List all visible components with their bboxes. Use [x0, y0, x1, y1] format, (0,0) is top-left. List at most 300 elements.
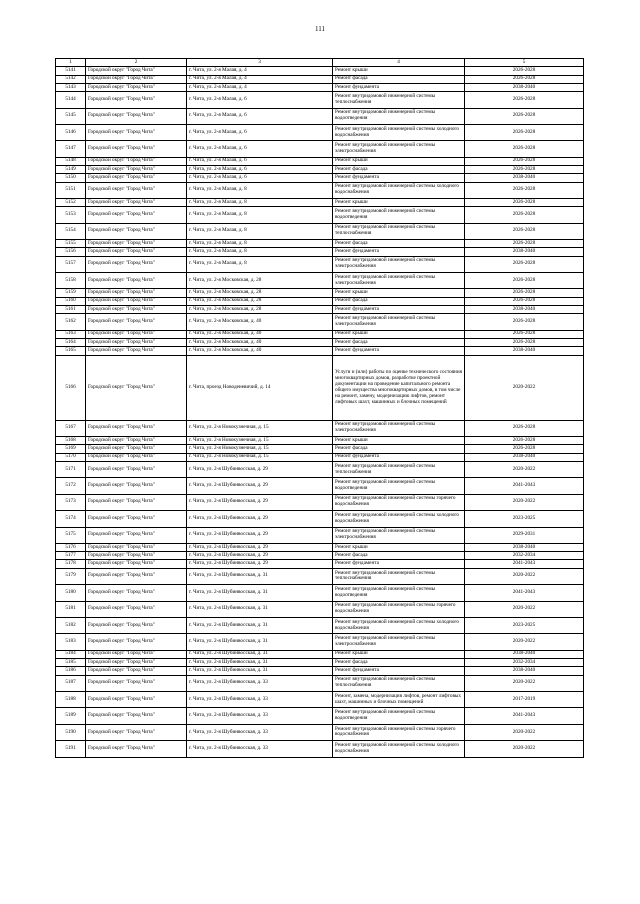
- address-cell: г. Чита, ул. 2-я Шубинвосская, д. 31: [187, 667, 333, 675]
- table-row: [56, 256, 584, 272]
- municipality-cell: Городской округ "Город Чита": [86, 199, 187, 207]
- table-row: [56, 560, 584, 568]
- work-type-cell: Ремонт внутридомовой инженерной системы электроснабжения: [333, 141, 465, 157]
- address-cell: г. Чита, ул. 2-я Шубинвосская, д. 29: [187, 494, 333, 510]
- address-cell: г. Чита, ул. 2-я Шубинвосская, д. 31: [187, 659, 333, 667]
- work-type-cell: Ремонт фундамента: [333, 248, 465, 256]
- period-cell: 2026-2028: [465, 108, 584, 124]
- table-row: [56, 634, 584, 650]
- row-number-cell: 5163: [56, 330, 86, 338]
- work-type-cell: Ремонт фундамента: [333, 560, 465, 568]
- municipality-cell: Городской округ "Город Чита": [86, 289, 187, 297]
- row-number-cell: 5181: [56, 601, 86, 617]
- period-cell: 2026-2028: [465, 437, 584, 445]
- work-type-cell: Ремонт внутридомовой инженерной системы холодного водоснабжения: [333, 511, 465, 527]
- municipality-cell: Городской округ "Город Чита": [86, 568, 187, 584]
- address-cell: г. Чита, ул. 2-я Шубинвосская, д. 31: [187, 568, 333, 584]
- row-number-cell: 5167: [56, 420, 86, 436]
- row-number-cell: 5164: [56, 339, 86, 347]
- row-number-cell: 5190: [56, 724, 86, 740]
- table-row: [56, 339, 584, 347]
- period-cell: 2026-2028: [465, 207, 584, 223]
- row-number-cell: 5153: [56, 207, 86, 223]
- address-cell: г. Чита, ул. 2-я Малая, д. 8: [187, 223, 333, 239]
- municipality-cell: Городской округ "Город Чита": [86, 306, 187, 314]
- municipality-cell: Городской округ "Город Чита": [86, 330, 187, 338]
- row-number-cell: 5143: [56, 83, 86, 91]
- table-row: [56, 289, 584, 297]
- table-row: [56, 67, 584, 75]
- row-number-cell: 5182: [56, 617, 86, 633]
- period-cell: 2023-2025: [465, 617, 584, 633]
- address-cell: г. Чита, ул. 2-я Московская, д. 40: [187, 347, 333, 355]
- period-cell: 2026-2028: [465, 445, 584, 453]
- municipality-cell: Городской округ "Город Чита": [86, 617, 187, 633]
- table-row: [56, 527, 584, 543]
- column-number: 5: [465, 59, 584, 67]
- period-cell: 2026-2028: [465, 273, 584, 289]
- municipality-cell: Городской округ "Город Чита": [86, 675, 187, 691]
- period-cell: 2020-2022: [465, 461, 584, 477]
- row-number-cell: 5186: [56, 667, 86, 675]
- work-type-cell: Ремонт фундамента: [333, 83, 465, 91]
- work-type-cell: Ремонт внутридомовой инженерной системы электроснабжения: [333, 256, 465, 272]
- table-body: [56, 59, 584, 758]
- row-number-cell: 5158: [56, 273, 86, 289]
- address-cell: г. Чита, ул. 2-я Малая, д. 6: [187, 166, 333, 174]
- table-row: [56, 453, 584, 461]
- table-row: [56, 617, 584, 633]
- work-type-cell: Ремонт внутридомовой инженерной системы электроснабжения: [333, 527, 465, 543]
- table-row: [56, 199, 584, 207]
- work-type-cell: Ремонт фасада: [333, 297, 465, 305]
- table-row: [56, 347, 584, 355]
- period-cell: 2026-2028: [465, 199, 584, 207]
- municipality-cell: Городской округ "Город Чита": [86, 494, 187, 510]
- table-row: [56, 174, 584, 182]
- municipality-cell: Городской округ "Город Чита": [86, 75, 187, 83]
- work-type-cell: Ремонт крыши: [333, 437, 465, 445]
- period-cell: 2041-2043: [465, 478, 584, 494]
- address-cell: г. Чита, ул. 2-я Московская, д. 40: [187, 339, 333, 347]
- work-type-cell: Ремонт внутридомовой инженерной системы водоотведения: [333, 708, 465, 724]
- period-cell: 2026-2028: [465, 166, 584, 174]
- municipality-cell: Городской округ "Город Чита": [86, 708, 187, 724]
- period-cell: 2020-2022: [465, 634, 584, 650]
- row-number-cell: 5169: [56, 445, 86, 453]
- period-cell: 2026-2028: [465, 92, 584, 108]
- address-cell: г. Чита, ул. 2-я Малая, д. 4: [187, 83, 333, 91]
- work-type-cell: Ремонт фасада: [333, 552, 465, 560]
- work-type-cell: Ремонт внутридомовой инженерной системы холодного водоснабжения: [333, 617, 465, 633]
- municipality-cell: Городской округ "Город Чита": [86, 124, 187, 140]
- table-row: [56, 667, 584, 675]
- row-number-cell: 5142: [56, 75, 86, 83]
- column-number: 4: [333, 59, 465, 67]
- address-cell: г. Чита, ул. 2-я Малая, д. 8: [187, 182, 333, 198]
- municipality-cell: Городской округ "Город Чита": [86, 297, 187, 305]
- table-row: [56, 568, 584, 584]
- address-cell: г. Чита, ул. 2-я Малая, д. 8: [187, 207, 333, 223]
- work-type-cell: Ремонт внутридомовой инженерной системы электроснабжения: [333, 314, 465, 330]
- period-cell: 2026-2028: [465, 67, 584, 75]
- municipality-cell: Городской округ "Город Чита": [86, 560, 187, 568]
- row-number-cell: 5146: [56, 124, 86, 140]
- table-row: [56, 724, 584, 740]
- address-cell: г. Чита, ул. 2-я Малая, д. 6: [187, 124, 333, 140]
- municipality-cell: Городской округ "Город Чита": [86, 437, 187, 445]
- repair-schedule-table: [55, 58, 584, 758]
- period-cell: 2026-2028: [465, 223, 584, 239]
- period-cell: 2026-2028: [465, 240, 584, 248]
- period-cell: 2026-2028: [465, 157, 584, 165]
- table-row: [56, 585, 584, 601]
- work-type-cell: Ремонт крыши: [333, 650, 465, 658]
- work-type-cell: Ремонт внутридомовой инженерной системы холодного водоснабжения: [333, 741, 465, 757]
- address-cell: г. Чита, ул. 2-я Малая, д. 4: [187, 67, 333, 75]
- row-number-cell: 5176: [56, 543, 86, 551]
- municipality-cell: Городской округ "Город Чита": [86, 248, 187, 256]
- municipality-cell: Городской округ "Город Чита": [86, 453, 187, 461]
- address-cell: г. Чита, ул. 2-я Шубинвосская, д. 33: [187, 675, 333, 691]
- row-number-cell: 5161: [56, 306, 86, 314]
- table-row: [56, 659, 584, 667]
- address-cell: г. Чита, ул. 2-я Шубинвосская, д. 31: [187, 650, 333, 658]
- municipality-cell: Городской округ "Город Чита": [86, 667, 187, 675]
- row-number-cell: 5150: [56, 174, 86, 182]
- table-row: [56, 297, 584, 305]
- address-cell: г. Чита, ул. 2-я Малая, д. 4: [187, 75, 333, 83]
- work-type-cell: Ремонт крыши: [333, 67, 465, 75]
- row-number-cell: 5170: [56, 453, 86, 461]
- row-number-cell: 5172: [56, 478, 86, 494]
- municipality-cell: Городской округ "Город Чита": [86, 461, 187, 477]
- address-cell: г. Чита, ул. 2-я Московская, д. 40: [187, 314, 333, 330]
- period-cell: 2029-2031: [465, 527, 584, 543]
- address-cell: г. Чита, ул. 2-я Московская, д. 28: [187, 306, 333, 314]
- address-cell: г. Чита, ул. 2-я Новокузнечная, д. 15: [187, 445, 333, 453]
- row-number-cell: 5152: [56, 199, 86, 207]
- work-type-cell: Ремонт фундамента: [333, 174, 465, 182]
- table-row: [56, 141, 584, 157]
- table-row: [56, 124, 584, 140]
- address-cell: г. Чита, ул. 2-я Московская, д. 28: [187, 289, 333, 297]
- work-type-cell: Ремонт фасада: [333, 240, 465, 248]
- table-row: [56, 420, 584, 436]
- work-type-cell: Ремонт фундамента: [333, 667, 465, 675]
- address-cell: г. Чита, ул. 2-я Шубинвосская, д. 29: [187, 461, 333, 477]
- row-number-cell: 5154: [56, 223, 86, 239]
- period-cell: 2026-2028: [465, 124, 584, 140]
- row-number-cell: 5188: [56, 692, 86, 708]
- municipality-cell: Городской округ "Город Чита": [86, 174, 187, 182]
- row-number-cell: 5155: [56, 240, 86, 248]
- work-type-cell: Ремонт крыши: [333, 330, 465, 338]
- period-cell: 2017-2019: [465, 692, 584, 708]
- municipality-cell: Городской округ "Город Чита": [86, 347, 187, 355]
- table-row: [56, 601, 584, 617]
- work-type-cell: Ремонт, замена, модернизация лифтов, ремонт лифтовых шахт, машинных и блочных помещений: [333, 692, 465, 708]
- period-cell: 2032-2034: [465, 552, 584, 560]
- address-cell: г. Чита, ул. 2-я Малая, д. 8: [187, 248, 333, 256]
- period-cell: 2026-2028: [465, 182, 584, 198]
- work-type-cell: Ремонт внутридомовой инженерной системы электроснабжения: [333, 420, 465, 436]
- period-cell: 2038-2040: [465, 248, 584, 256]
- address-cell: г. Чита, ул. 2-я Шубинвосская, д. 29: [187, 478, 333, 494]
- work-type-cell: Ремонт внутридомовой инженерной системы водоотведения: [333, 207, 465, 223]
- row-number-cell: 5151: [56, 182, 86, 198]
- address-cell: г. Чита, ул. 2-я Шубинвосская, д. 29: [187, 552, 333, 560]
- period-cell: 2026-2028: [465, 339, 584, 347]
- table-row: [56, 330, 584, 338]
- table-row: [56, 166, 584, 174]
- work-type-cell: Ремонт внутридомовой инженерной системы горячего водоснабжения: [333, 601, 465, 617]
- municipality-cell: Городской округ "Город Чита": [86, 511, 187, 527]
- period-cell: 2026-2028: [465, 314, 584, 330]
- municipality-cell: Городской округ "Город Чита": [86, 273, 187, 289]
- address-cell: г. Чита, ул. 2-я Шубинвосская, д. 31: [187, 617, 333, 633]
- municipality-cell: Городской округ "Город Чита": [86, 166, 187, 174]
- period-cell: 2026-2028: [465, 330, 584, 338]
- page-number: 111: [315, 25, 325, 33]
- address-cell: г. Чита, ул. 2-я Новокузнечная, д. 15: [187, 453, 333, 461]
- address-cell: г. Чита, ул. 2-я Малая, д. 8: [187, 256, 333, 272]
- row-number-cell: 5191: [56, 741, 86, 757]
- municipality-cell: Городской округ "Город Чита": [86, 420, 187, 436]
- work-type-cell: Ремонт фасада: [333, 339, 465, 347]
- period-cell: 2026-2028: [465, 420, 584, 436]
- work-type-cell: Ремонт внутридомовой инженерной системы теплоснабжения: [333, 92, 465, 108]
- address-cell: г. Чита, ул. 2-я Новокузнечная, д. 15: [187, 420, 333, 436]
- column-numbers-row: [56, 59, 584, 67]
- municipality-cell: Городской округ "Город Чита": [86, 339, 187, 347]
- work-type-cell: Ремонт внутридомовой инженерной системы электроснабжения: [333, 634, 465, 650]
- table-row: [56, 445, 584, 453]
- period-cell: 2038-2040: [465, 347, 584, 355]
- work-type-cell: Ремонт внутридомовой инженерной системы теплоснабжения: [333, 568, 465, 584]
- municipality-cell: Городской округ "Город Чита": [86, 92, 187, 108]
- municipality-cell: Городской округ "Город Чита": [86, 478, 187, 494]
- table-row: [56, 248, 584, 256]
- table-row: [56, 741, 584, 757]
- table-row: [56, 650, 584, 658]
- work-type-cell: Ремонт внутридомовой инженерной системы теплоснабжения: [333, 223, 465, 239]
- municipality-cell: Городской округ "Город Чита": [86, 355, 187, 420]
- work-type-cell: Ремонт фундамента: [333, 453, 465, 461]
- address-cell: г. Чита, ул. 2-я Малая, д. 6: [187, 157, 333, 165]
- municipality-cell: Городской округ "Город Чита": [86, 141, 187, 157]
- table-row: [56, 182, 584, 198]
- period-cell: 2026-2028: [465, 75, 584, 83]
- row-number-cell: 5171: [56, 461, 86, 477]
- municipality-cell: Городской округ "Город Чита": [86, 659, 187, 667]
- period-cell: 2020-2022: [465, 355, 584, 420]
- address-cell: г. Чита, ул. 2-я Шубинвосская, д. 33: [187, 708, 333, 724]
- table-row: [56, 240, 584, 248]
- work-type-cell: Ремонт крыши: [333, 543, 465, 551]
- work-type-cell: Ремонт внутридомовой инженерной системы теплоснабжения: [333, 461, 465, 477]
- municipality-cell: Городской округ "Город Чита": [86, 527, 187, 543]
- table-row: [56, 511, 584, 527]
- table-row: [56, 157, 584, 165]
- work-type-cell: Ремонт внутридомовой инженерной системы горячего водоснабжения: [333, 494, 465, 510]
- row-number-cell: 5156: [56, 248, 86, 256]
- municipality-cell: Городской округ "Город Чита": [86, 741, 187, 757]
- row-number-cell: 5157: [56, 256, 86, 272]
- row-number-cell: 5144: [56, 92, 86, 108]
- table-row: [56, 108, 584, 124]
- row-number-cell: 5168: [56, 437, 86, 445]
- period-cell: 2032-2034: [465, 659, 584, 667]
- municipality-cell: Городской округ "Город Чита": [86, 543, 187, 551]
- column-number: 3: [187, 59, 333, 67]
- municipality-cell: Городской округ "Город Чита": [86, 157, 187, 165]
- address-cell: г. Чита, ул. 2-я Шубинвосская, д. 33: [187, 692, 333, 708]
- period-cell: 2038-2040: [465, 453, 584, 461]
- work-type-cell: Ремонт фундамента: [333, 306, 465, 314]
- row-number-cell: 5147: [56, 141, 86, 157]
- period-cell: 2038-2040: [465, 667, 584, 675]
- address-cell: г. Чита, ул. 2-я Новокузнечная, д. 15: [187, 437, 333, 445]
- address-cell: г. Чита, ул. 2-я Шубинвосская, д. 31: [187, 634, 333, 650]
- row-number-cell: 5148: [56, 157, 86, 165]
- municipality-cell: Городской округ "Город Чита": [86, 240, 187, 248]
- municipality-cell: Городской округ "Город Чита": [86, 207, 187, 223]
- work-type-cell: Ремонт крыши: [333, 157, 465, 165]
- row-number-cell: 5165: [56, 347, 86, 355]
- row-number-cell: 5180: [56, 585, 86, 601]
- row-number-cell: 5145: [56, 108, 86, 124]
- row-number-cell: 5166: [56, 355, 86, 420]
- period-cell: 2038-2040: [465, 306, 584, 314]
- row-number-cell: 5141: [56, 67, 86, 75]
- period-cell: 2038-2040: [465, 650, 584, 658]
- period-cell: 2038-2040: [465, 174, 584, 182]
- row-number-cell: 5184: [56, 650, 86, 658]
- address-cell: г. Чита, ул. 2-я Малая, д. 8: [187, 199, 333, 207]
- table-row: [56, 437, 584, 445]
- period-cell: 2020-2022: [465, 601, 584, 617]
- row-number-cell: 5185: [56, 659, 86, 667]
- municipality-cell: Городской округ "Город Чита": [86, 67, 187, 75]
- period-cell: 2038-2040: [465, 83, 584, 91]
- row-number-cell: 5187: [56, 675, 86, 691]
- municipality-cell: Городской округ "Город Чита": [86, 601, 187, 617]
- row-number-cell: 5174: [56, 511, 86, 527]
- period-cell: 2026-2028: [465, 256, 584, 272]
- period-cell: 2041-2043: [465, 585, 584, 601]
- table-row: [56, 273, 584, 289]
- row-number-cell: 5178: [56, 560, 86, 568]
- table-row: [56, 543, 584, 551]
- row-number-cell: 5179: [56, 568, 86, 584]
- municipality-cell: Городской округ "Город Чита": [86, 552, 187, 560]
- address-cell: г. Чита, ул. 2-я Малая, д. 6: [187, 108, 333, 124]
- address-cell: г. Чита, ул. 2-я Малая, д. 6: [187, 92, 333, 108]
- municipality-cell: Городской округ "Город Чита": [86, 650, 187, 658]
- column-number: 2: [86, 59, 187, 67]
- municipality-cell: Городской округ "Город Чита": [86, 223, 187, 239]
- table-row: [56, 355, 584, 420]
- address-cell: г. Чита, ул. 2-я Шубинвосская, д. 29: [187, 511, 333, 527]
- period-cell: 2026-2028: [465, 297, 584, 305]
- address-cell: г. Чита, проезд Новоденевичий, д. 14: [187, 355, 333, 420]
- row-number-cell: 5173: [56, 494, 86, 510]
- work-type-cell: Ремонт внутридомовой инженерной системы водоотведения: [333, 108, 465, 124]
- municipality-cell: Городской округ "Город Чита": [86, 108, 187, 124]
- address-cell: г. Чита, ул. 2-я Малая, д. 6: [187, 174, 333, 182]
- table-row: [56, 552, 584, 560]
- period-cell: 2020-2022: [465, 724, 584, 740]
- table-row: [56, 461, 584, 477]
- municipality-cell: Городской округ "Город Чита": [86, 314, 187, 330]
- address-cell: г. Чита, ул. 2-я Шубинвосская, д. 31: [187, 601, 333, 617]
- period-cell: 2020-2022: [465, 741, 584, 757]
- row-number-cell: 5160: [56, 297, 86, 305]
- work-type-cell: Ремонт фасада: [333, 75, 465, 83]
- work-type-cell: Ремонт внутридомовой инженерной системы теплоснабжения: [333, 675, 465, 691]
- period-cell: 2020-2022: [465, 568, 584, 584]
- table-row: [56, 75, 584, 83]
- work-type-cell: Ремонт внутридомовой инженерной системы холодного водоснабжения: [333, 182, 465, 198]
- municipality-cell: Городской округ "Город Чита": [86, 256, 187, 272]
- work-type-cell: Ремонт внутридомовой инженерной системы водоотведения: [333, 478, 465, 494]
- row-number-cell: 5159: [56, 289, 86, 297]
- table-row: [56, 692, 584, 708]
- period-cell: 2020-2022: [465, 675, 584, 691]
- table-row: [56, 223, 584, 239]
- municipality-cell: Городской округ "Город Чита": [86, 692, 187, 708]
- work-type-cell: Ремонт крыши: [333, 199, 465, 207]
- municipality-cell: Городской округ "Город Чита": [86, 634, 187, 650]
- address-cell: г. Чита, ул. 2-я Шубинвосская, д. 29: [187, 560, 333, 568]
- table-row: [56, 83, 584, 91]
- table-row: [56, 708, 584, 724]
- address-cell: г. Чита, ул. 2-я Малая, д. 6: [187, 141, 333, 157]
- municipality-cell: Городской округ "Город Чита": [86, 585, 187, 601]
- row-number-cell: 5189: [56, 708, 86, 724]
- period-cell: 2020-2022: [465, 494, 584, 510]
- table-row: [56, 314, 584, 330]
- work-type-cell: Ремонт внутридомовой инженерной системы холодного водоснабжения: [333, 124, 465, 140]
- work-type-cell: Ремонт фасада: [333, 166, 465, 174]
- period-cell: 2038-2040: [465, 543, 584, 551]
- column-number: 1: [56, 59, 86, 67]
- work-type-cell: Ремонт фундамента: [333, 347, 465, 355]
- address-cell: г. Чита, ул. 2-я Шубинвосская, д. 33: [187, 741, 333, 757]
- table-row: [56, 675, 584, 691]
- row-number-cell: 5177: [56, 552, 86, 560]
- address-cell: г. Чита, ул. 2-я Московская, д. 28: [187, 273, 333, 289]
- address-cell: г. Чита, ул. 2-я Московская, д. 28: [187, 297, 333, 305]
- table-row: [56, 306, 584, 314]
- period-cell: 2023-2025: [465, 511, 584, 527]
- municipality-cell: Городской округ "Город Чита": [86, 182, 187, 198]
- row-number-cell: 5183: [56, 634, 86, 650]
- row-number-cell: 5149: [56, 166, 86, 174]
- work-type-cell: Услуги и (или) работы по оценке технического состояния многоквартирных домов, разработке проектной документации на проведение капитального ремонта общего имущества многоквартирных домов, в том числе на ремонт, замену, модернизацию лифтов, ремонт лифтовых шахт, машинных и блочных помещений: [333, 355, 465, 420]
- municipality-cell: Городской округ "Город Чита": [86, 83, 187, 91]
- period-cell: 2041-2043: [465, 560, 584, 568]
- table-row: [56, 494, 584, 510]
- address-cell: г. Чита, ул. 2-я Московская, д. 40: [187, 330, 333, 338]
- work-type-cell: Ремонт внутридомовой инженерной системы горячего водоснабжения: [333, 724, 465, 740]
- work-type-cell: Ремонт крыши: [333, 289, 465, 297]
- period-cell: 2026-2028: [465, 289, 584, 297]
- address-cell: г. Чита, ул. 2-я Малая, д. 8: [187, 240, 333, 248]
- address-cell: г. Чита, ул. 2-я Шубинвосская, д. 29: [187, 543, 333, 551]
- table-row: [56, 207, 584, 223]
